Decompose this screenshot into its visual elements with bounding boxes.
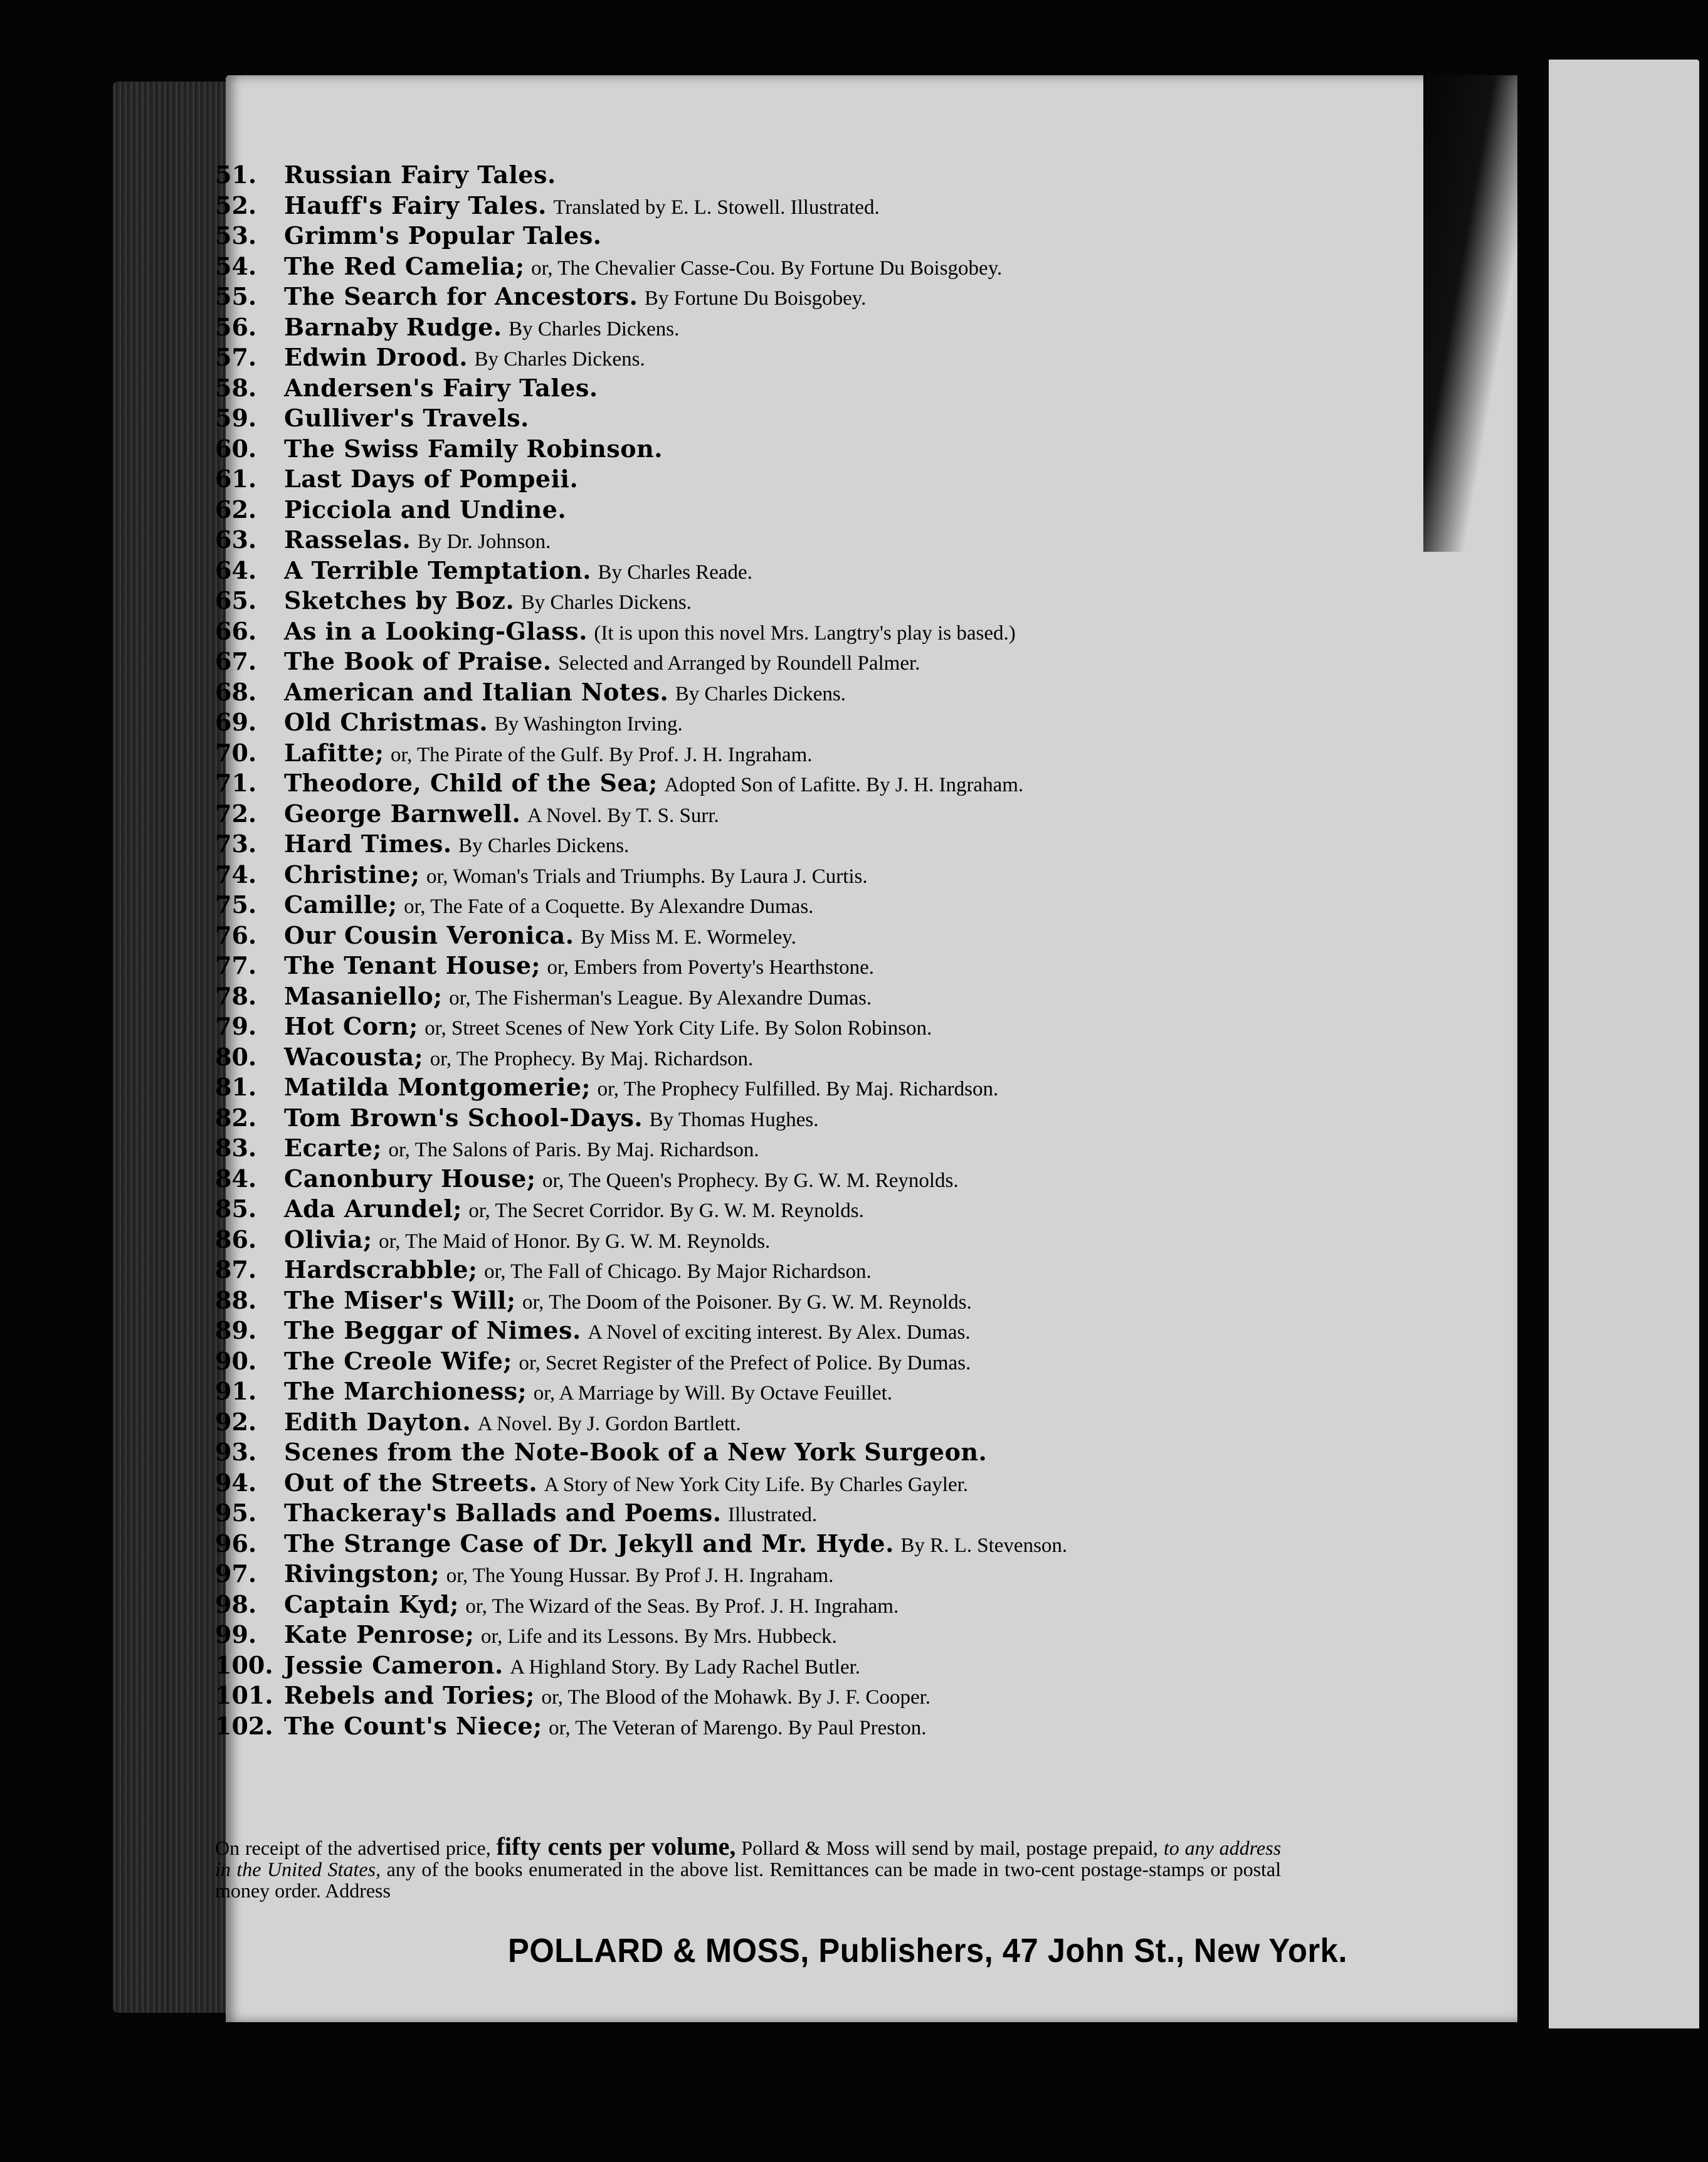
book-entry xyxy=(215,920,1268,951)
book-number: 51. xyxy=(215,161,257,189)
book-details: or, The Pirate of the Gulf. By Prof. J. H. Ingraham. xyxy=(390,743,813,766)
book-number: 86. xyxy=(215,1225,257,1253)
book-title: The Strange Case of Dr. Jekyll and Mr. Hyde. xyxy=(284,1529,894,1558)
book-number: 88. xyxy=(215,1285,257,1314)
book-details: A Story of New York City Life. By Charles Gayler. xyxy=(544,1473,969,1496)
book-title: Russian Fairy Tales. xyxy=(284,161,556,189)
book-entry xyxy=(215,160,1268,191)
book-details: By Dr. Johnson. xyxy=(417,530,551,553)
book-entry xyxy=(215,1437,1268,1468)
book-details: or, Secret Register of the Prefect of Police. By Dumas. xyxy=(519,1351,971,1374)
book-number: 92. xyxy=(215,1407,257,1436)
book-entry xyxy=(215,525,1268,556)
book-entry xyxy=(215,1468,1268,1499)
book-title: The Red Camelia; xyxy=(284,251,525,280)
book-number: 63. xyxy=(215,525,257,554)
book-entry xyxy=(215,1529,1268,1559)
book-entry xyxy=(215,1255,1268,1285)
book-title: Kate Penrose; xyxy=(284,1620,475,1648)
book-title: Captain Kyd; xyxy=(284,1590,459,1618)
book-number: 67. xyxy=(215,647,257,675)
book-title: The Tenant House; xyxy=(284,951,541,979)
book-number: 71. xyxy=(215,769,257,797)
book-details: or, The Fate of a Coquette. By Alexandre Dumas. xyxy=(404,895,814,918)
book-number: 79. xyxy=(215,1012,257,1040)
book-title: Out of the Streets. xyxy=(284,1468,538,1497)
torn-page-edge xyxy=(1423,75,1517,552)
book-number: 91. xyxy=(215,1377,257,1405)
book-entry xyxy=(215,1650,1268,1681)
book-title: The Marchioness; xyxy=(284,1377,527,1405)
book-details: or, The Fall of Chicago. By Major Richardson. xyxy=(484,1260,872,1283)
book-entry xyxy=(215,616,1268,647)
book-number: 57. xyxy=(215,343,257,371)
book-entry xyxy=(215,1407,1268,1438)
book-title: George Barnwell. xyxy=(284,799,521,828)
book-title: Last Days of Pompeii. xyxy=(284,465,579,493)
book-number: 58. xyxy=(215,373,257,402)
book-entry xyxy=(215,556,1268,586)
book-title: Matilda Montgomerie; xyxy=(284,1073,591,1101)
book-title: Tom Brown's School-Days. xyxy=(284,1103,643,1132)
book-entry xyxy=(215,1011,1268,1042)
book-details: or, The Veteran of Marengo. By Paul Preston. xyxy=(549,1716,927,1739)
book-title: Christine; xyxy=(284,860,420,889)
book-details: By Charles Reade. xyxy=(598,561,752,584)
book-title: Our Cousin Veronica. xyxy=(284,920,574,949)
notice-text-1: On receipt of the advertised price, xyxy=(215,1837,491,1859)
book-number: 73. xyxy=(215,830,257,858)
book-number: 81. xyxy=(215,1073,257,1101)
book-entry xyxy=(215,646,1268,677)
book-number: 97. xyxy=(215,1559,257,1588)
book-number: 98. xyxy=(215,1590,257,1618)
book-entry xyxy=(215,403,1268,434)
book-details: or, Embers from Poverty's Hearthstone. xyxy=(547,956,875,979)
book-details: or, The Queen's Prophecy. By G. W. M. Reynolds. xyxy=(542,1169,959,1192)
book-entry xyxy=(215,1590,1268,1620)
book-title: Camille; xyxy=(284,890,398,919)
book-title: Hardscrabble; xyxy=(284,1255,478,1284)
book-entry xyxy=(215,221,1268,251)
book-title: American and Italian Notes. xyxy=(284,677,669,706)
book-title: Barnaby Rudge. xyxy=(284,312,502,341)
book-details: or, The Prophecy. By Maj. Richardson. xyxy=(430,1047,754,1070)
order-notice xyxy=(215,1832,1282,1902)
book-title: Rivingston; xyxy=(284,1559,440,1588)
book-number: 59. xyxy=(215,404,257,432)
book-details: By Fortune Du Boisgobey. xyxy=(644,287,867,310)
book-number: 61. xyxy=(215,465,257,493)
book-entry xyxy=(215,1133,1268,1164)
book-title: Grimm's Popular Tales. xyxy=(284,221,602,250)
book-entry xyxy=(215,1103,1268,1134)
book-entry xyxy=(215,860,1268,890)
book-number: 83. xyxy=(215,1134,257,1162)
book-details: A Highland Story. By Lady Rachel Butler. xyxy=(510,1655,861,1679)
book-entry xyxy=(215,312,1268,343)
book-entry xyxy=(215,434,1268,465)
book-entry xyxy=(215,981,1268,1012)
book-details: By Charles Dickens. xyxy=(474,348,645,371)
book-number: 93. xyxy=(215,1438,257,1466)
book-entry xyxy=(215,282,1268,312)
book-entry xyxy=(215,1042,1268,1073)
book-title: Ecarte; xyxy=(284,1134,382,1162)
book-details: or, The Doom of the Poisoner. By G. W. M. Reynolds. xyxy=(522,1290,972,1314)
book-title: Hard Times. xyxy=(284,830,452,858)
book-number: 76. xyxy=(215,920,257,949)
book-title: Picciola and Undine. xyxy=(284,495,567,524)
book-title: Jessie Cameron. xyxy=(284,1650,503,1679)
book-entry xyxy=(215,1164,1268,1194)
book-number: 85. xyxy=(215,1194,257,1223)
book-title: Theodore, Child of the Sea; xyxy=(284,769,658,797)
book-details: or, Life and its Lessons. By Mrs. Hubbeck. xyxy=(480,1625,837,1648)
book-entry xyxy=(215,464,1268,495)
book-number: 77. xyxy=(215,951,257,979)
book-details: or, Street Scenes of New York City Life. By Solon Robinson. xyxy=(424,1017,932,1040)
book-details: By Charles Dickens. xyxy=(675,682,846,705)
book-entry xyxy=(215,1711,1268,1742)
book-details: (It is upon this novel Mrs. Langtry's play is based.) xyxy=(594,621,1016,645)
book-title: Hauff's Fairy Tales. xyxy=(284,191,547,219)
book-number: 54. xyxy=(215,251,257,280)
book-number: 68. xyxy=(215,677,257,706)
book-title: Masaniello; xyxy=(284,981,443,1010)
book-number: 100. xyxy=(215,1650,273,1679)
book-title: The Beggar of Nimes. xyxy=(284,1316,581,1344)
book-title: Olivia; xyxy=(284,1225,372,1253)
book-title: Gulliver's Travels. xyxy=(284,404,529,432)
book-entry xyxy=(215,1316,1268,1346)
book-title: The Creole Wife; xyxy=(284,1346,512,1375)
book-details: Adopted Son of Lafitte. By J. H. Ingraham. xyxy=(664,774,1024,796)
book-entry xyxy=(215,738,1268,769)
book-entry xyxy=(215,342,1268,373)
book-number: 89. xyxy=(215,1316,257,1344)
book-entry xyxy=(215,251,1268,282)
notice-text-2: Pollard & Moss will send by mail, postage prepaid, xyxy=(741,1837,1158,1859)
book-details: By Thomas Hughes. xyxy=(649,1108,819,1131)
book-details: By Charles Dickens. xyxy=(520,591,692,614)
book-list xyxy=(215,160,1268,1741)
book-title: Sketches by Boz. xyxy=(284,586,515,614)
book-entry xyxy=(215,1194,1268,1225)
book-title: Thackeray's Ballads and Poems. xyxy=(284,1499,722,1527)
book-entry xyxy=(215,373,1268,404)
book-details: or, The Secret Corridor. By G. W. M. Reynolds. xyxy=(468,1200,864,1222)
book-number: 56. xyxy=(215,312,257,341)
book-title: Hot Corn; xyxy=(284,1012,418,1040)
book-details: Illustrated. xyxy=(728,1504,818,1526)
book-details: By Washington Irving. xyxy=(494,713,683,736)
book-number: 75. xyxy=(215,890,257,919)
book-number: 70. xyxy=(215,738,257,767)
book-title: Edith Dayton. xyxy=(284,1407,472,1436)
book-number: 96. xyxy=(215,1529,257,1558)
book-entry xyxy=(215,1376,1268,1407)
notice-text-3: any of the books enumerated in the above list. Remittances can be made in two-cent postage-stamps or postal money order. Address xyxy=(215,1858,1282,1902)
facing-page xyxy=(1549,60,1699,2028)
book-entry xyxy=(215,586,1268,616)
book-entry xyxy=(215,677,1268,708)
book-title: Canonbury House; xyxy=(284,1164,536,1193)
book-details: By Charles Dickens. xyxy=(509,317,680,340)
book-details: or, The Fisherman's League. By Alexandre Dumas. xyxy=(449,986,872,1010)
book-title: Wacousta; xyxy=(284,1042,424,1071)
book-entry xyxy=(215,1680,1268,1711)
book-title: Old Christmas. xyxy=(284,708,488,736)
book-details: Translated by E. L. Stowell. Illustrated. xyxy=(553,196,880,219)
book-number: 102. xyxy=(215,1711,273,1740)
book-details: or, A Marriage by Will. By Octave Feuillet. xyxy=(533,1382,892,1405)
notice-price: fifty cents per volume, xyxy=(496,1832,736,1860)
book-details: or, Woman's Trials and Triumphs. By Laura J. Curtis. xyxy=(426,865,868,888)
book-title: Scenes from the Note-Book of a New York Surgeon. xyxy=(284,1438,988,1466)
book-title: The Swiss Family Robinson. xyxy=(284,434,663,463)
book-title: A Terrible Temptation. xyxy=(284,556,591,584)
book-details: or, The Wizard of the Seas. By Prof. J. H. Ingraham. xyxy=(465,1595,899,1618)
book-entry xyxy=(215,191,1268,221)
book-details: or, The Chevalier Casse-Cou. By Fortune Du Boisgobey. xyxy=(531,256,1003,280)
book-details: By Miss M. E. Wormeley. xyxy=(580,925,796,949)
book-number: 64. xyxy=(215,556,257,584)
book-entry xyxy=(215,1498,1268,1529)
book-title: Rasselas. xyxy=(284,525,411,554)
book-number: 84. xyxy=(215,1164,257,1193)
book-title: The Book of Praise. xyxy=(284,647,552,675)
book-entry xyxy=(215,829,1268,860)
book-number: 90. xyxy=(215,1346,257,1375)
book-details: or, The Blood of the Mohawk. By J. F. Cooper. xyxy=(541,1686,931,1709)
book-title: Ada Arundel; xyxy=(284,1194,462,1223)
book-details: A Novel. By T. S. Surr. xyxy=(527,804,719,827)
book-number: 52. xyxy=(215,191,257,219)
book-number: 94. xyxy=(215,1468,257,1497)
book-entry xyxy=(215,951,1268,981)
book-title: Lafitte; xyxy=(284,738,384,767)
book-details: A Novel. By J. Gordon Bartlett. xyxy=(477,1412,741,1435)
book-title: The Miser's Will; xyxy=(284,1285,516,1314)
book-entry xyxy=(215,768,1268,799)
book-entry xyxy=(215,1225,1268,1255)
book-details: A Novel of exciting interest. By Alex. Dumas. xyxy=(588,1321,971,1344)
book-details: Selected and Arranged by Roundell Palmer. xyxy=(558,652,920,675)
book-entry xyxy=(215,1346,1268,1377)
book-number: 74. xyxy=(215,860,257,889)
publisher-line: POLLARD & MOSS, Publishers, 47 John St., New York. xyxy=(508,1932,1347,1970)
book-entry xyxy=(215,707,1268,738)
book-number: 60. xyxy=(215,434,257,463)
book-number: 80. xyxy=(215,1042,257,1071)
book-number: 99. xyxy=(215,1620,257,1648)
book-details: By Charles Dickens. xyxy=(458,835,630,857)
book-entry xyxy=(215,495,1268,525)
book-title: Edwin Drood. xyxy=(284,343,468,371)
book-title: Andersen's Fairy Tales. xyxy=(284,373,598,402)
book-number: 87. xyxy=(215,1255,257,1284)
book-title: Rebels and Tories; xyxy=(284,1681,535,1709)
book-number: 72. xyxy=(215,799,257,828)
book-details: or, The Salons of Paris. By Maj. Richardson. xyxy=(388,1139,759,1161)
book-entry xyxy=(215,1285,1268,1316)
book-number: 65. xyxy=(215,586,257,614)
book-number: 82. xyxy=(215,1103,257,1132)
book-entry xyxy=(215,1072,1268,1103)
book-entry xyxy=(215,799,1268,830)
book-entry xyxy=(215,890,1268,920)
book-title: The Search for Ancestors. xyxy=(284,282,638,310)
book-number: 78. xyxy=(215,981,257,1010)
book-number: 53. xyxy=(215,221,257,250)
book-number: 62. xyxy=(215,495,257,524)
notice-address-scope: to any address in the United States, xyxy=(215,1837,1282,1880)
book-details: By R. L. Stevenson. xyxy=(900,1534,1068,1557)
book-details: or, The Maid of Honor. By G. W. M. Reynolds. xyxy=(379,1230,771,1253)
book-number: 55. xyxy=(215,282,257,310)
book-number: 101. xyxy=(215,1681,273,1709)
book-number: 66. xyxy=(215,616,257,645)
book-entry xyxy=(215,1559,1268,1590)
book-details: or, The Prophecy Fulfilled. By Maj. Richardson. xyxy=(597,1078,999,1100)
book-entry xyxy=(215,1620,1268,1650)
book-number: 95. xyxy=(215,1499,257,1527)
book-title: The Count's Niece; xyxy=(284,1711,542,1740)
book-title: As in a Looking-Glass. xyxy=(284,616,588,645)
book-details: or, The Young Hussar. By Prof J. H. Ingraham. xyxy=(446,1564,834,1587)
book-number: 69. xyxy=(215,708,257,736)
